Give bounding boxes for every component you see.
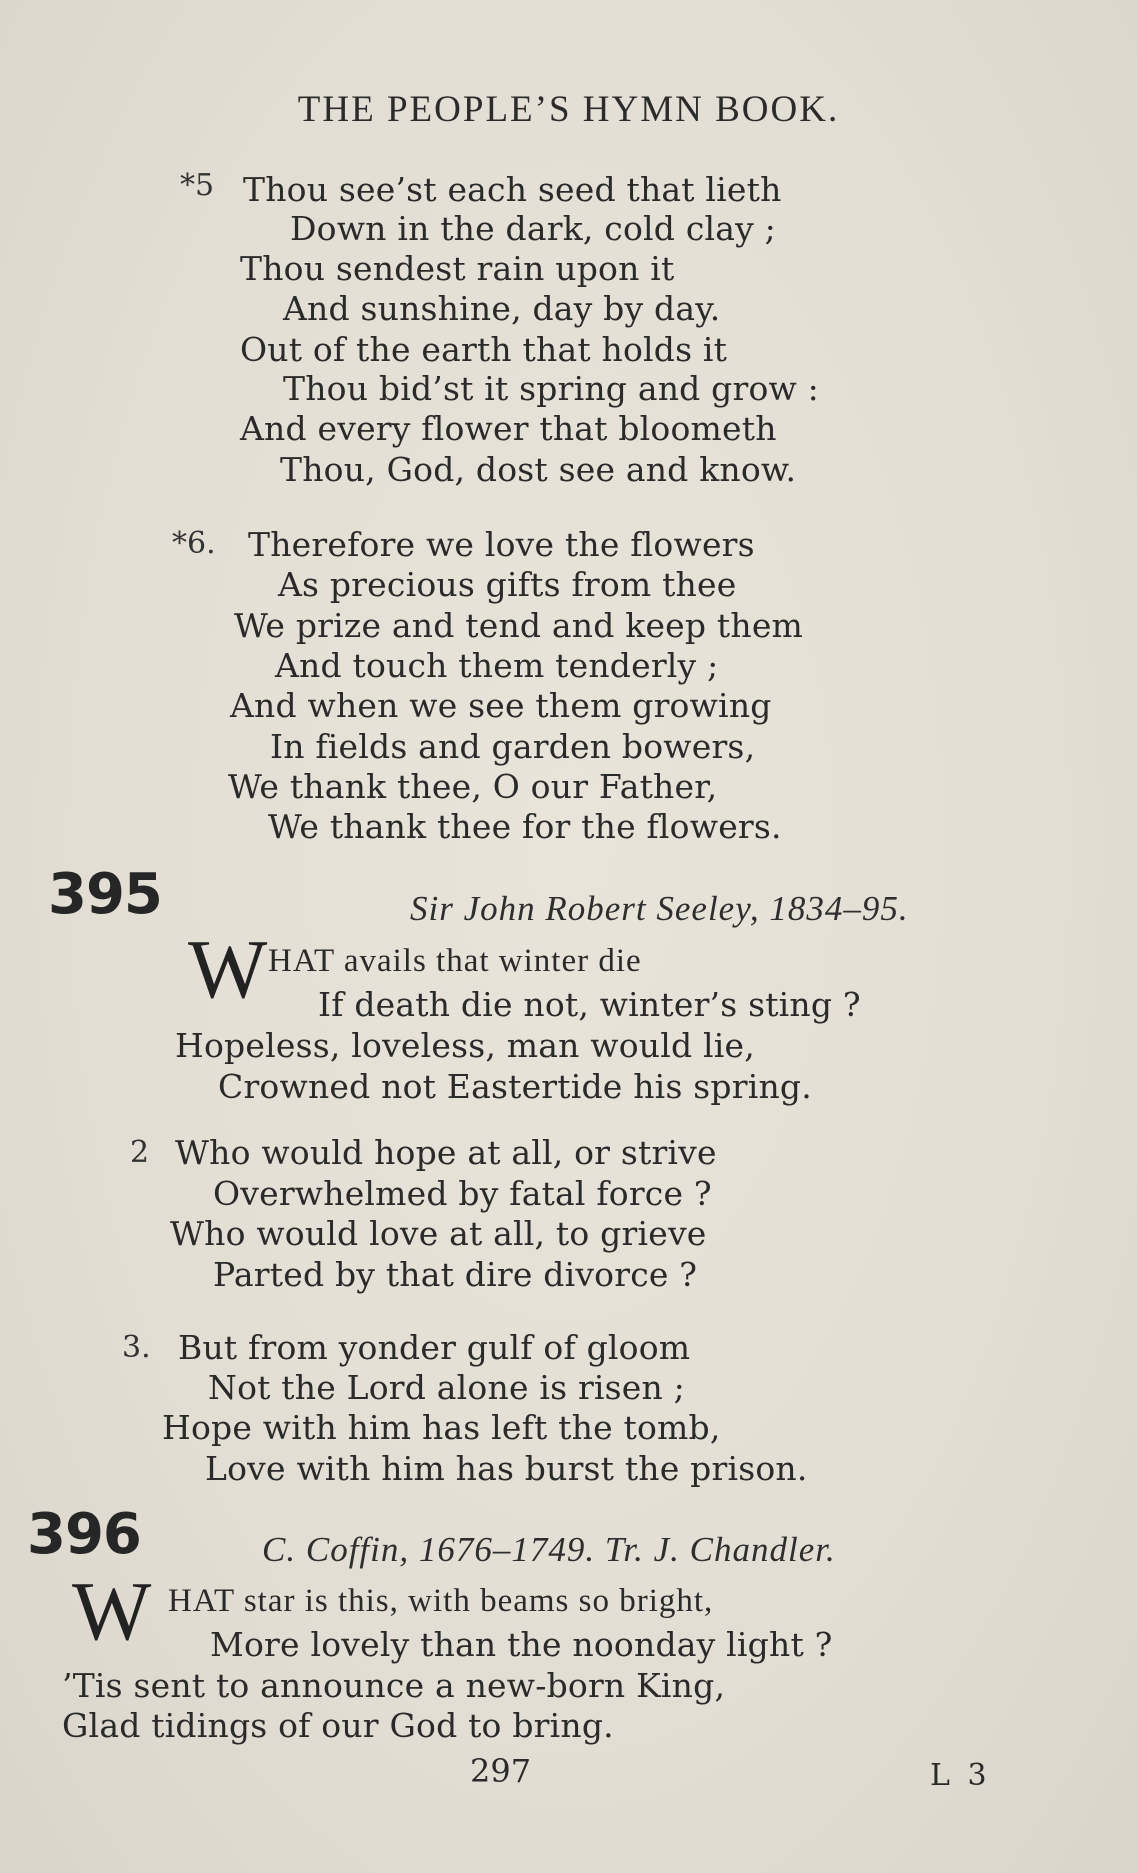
verse-line: Crowned not Eastertide his spring.: [218, 1067, 812, 1106]
verse-line: As precious gifts from thee: [278, 565, 737, 604]
verse-line: Thou bid’st it spring and grow :: [283, 369, 819, 408]
hymn-attribution: C. Coffin, 1676–1749. Tr. J. Chandler.: [262, 1530, 836, 1569]
verse-line: We thank thee for the flowers.: [268, 807, 782, 846]
verse-line: Parted by that dire divorce ?: [213, 1255, 698, 1294]
verse-line: Down in the dark, cold clay ;: [290, 209, 776, 248]
verse-line: Thou, God, dost see and know.: [280, 450, 797, 489]
hymn-number: 395: [48, 862, 162, 927]
verse-number: *5: [180, 168, 215, 203]
verse-number: *6.: [172, 526, 216, 561]
verse-line: More lovely than the noonday light ?: [210, 1625, 833, 1664]
verse-line: Glad tidings of our God to bring.: [62, 1706, 614, 1745]
verse-line: We thank thee, O our Father,: [228, 767, 718, 806]
verse-line: If death die not, winter’s sting ?: [318, 985, 861, 1024]
verse-line: Hope with him has left the tomb,: [162, 1408, 721, 1447]
verse-line: Who would hope at all, or strive: [175, 1133, 717, 1172]
hymn-number: 396: [27, 1502, 141, 1567]
verse-line: Thou see’st each seed that lieth: [243, 170, 782, 209]
verse-line: And sunshine, day by day.: [283, 289, 721, 328]
verse-line: Overwhelmed by fatal force ?: [213, 1174, 712, 1213]
drop-cap: W: [72, 1565, 152, 1658]
verse-line: ’Tis sent to announce a new-born King,: [62, 1666, 726, 1705]
verse-line: Love with him has burst the prison.: [205, 1449, 808, 1488]
verse-line: Thou sendest rain upon it: [240, 249, 675, 288]
verse-line: HAT avails that winter die: [268, 943, 642, 979]
verse-line: But from yonder gulf of gloom: [178, 1328, 691, 1367]
signature-mark: L 3: [930, 1758, 991, 1793]
running-head: THE PEOPLE’S HYMN BOOK.: [297, 89, 840, 130]
verse-line: Out of the earth that holds it: [240, 330, 728, 369]
hymn-attribution: Sir John Robert Seeley, 1834–95.: [410, 889, 909, 928]
page-number: 297: [470, 1752, 532, 1790]
verse-line: HAT star is this, with beams so bright,: [168, 1583, 714, 1619]
verse-line: We prize and tend and keep them: [234, 606, 804, 645]
verse-number: 2: [130, 1135, 150, 1170]
verse-line: Therefore we love the flowers: [248, 525, 755, 564]
verse-line: And when we see them growing: [230, 686, 772, 725]
verse-line: Hopeless, loveless, man would lie,: [175, 1026, 755, 1065]
verse-line: And every flower that bloometh: [240, 409, 777, 448]
verse-line: Who would love at all, to grieve: [170, 1214, 707, 1253]
verse-line: Not the Lord alone is risen ;: [208, 1368, 686, 1407]
verse-line: In fields and garden bowers,: [270, 727, 756, 766]
verse-line: And touch them tenderly ;: [275, 646, 719, 685]
drop-cap: W: [188, 923, 268, 1016]
verse-number: 3.: [122, 1330, 151, 1365]
